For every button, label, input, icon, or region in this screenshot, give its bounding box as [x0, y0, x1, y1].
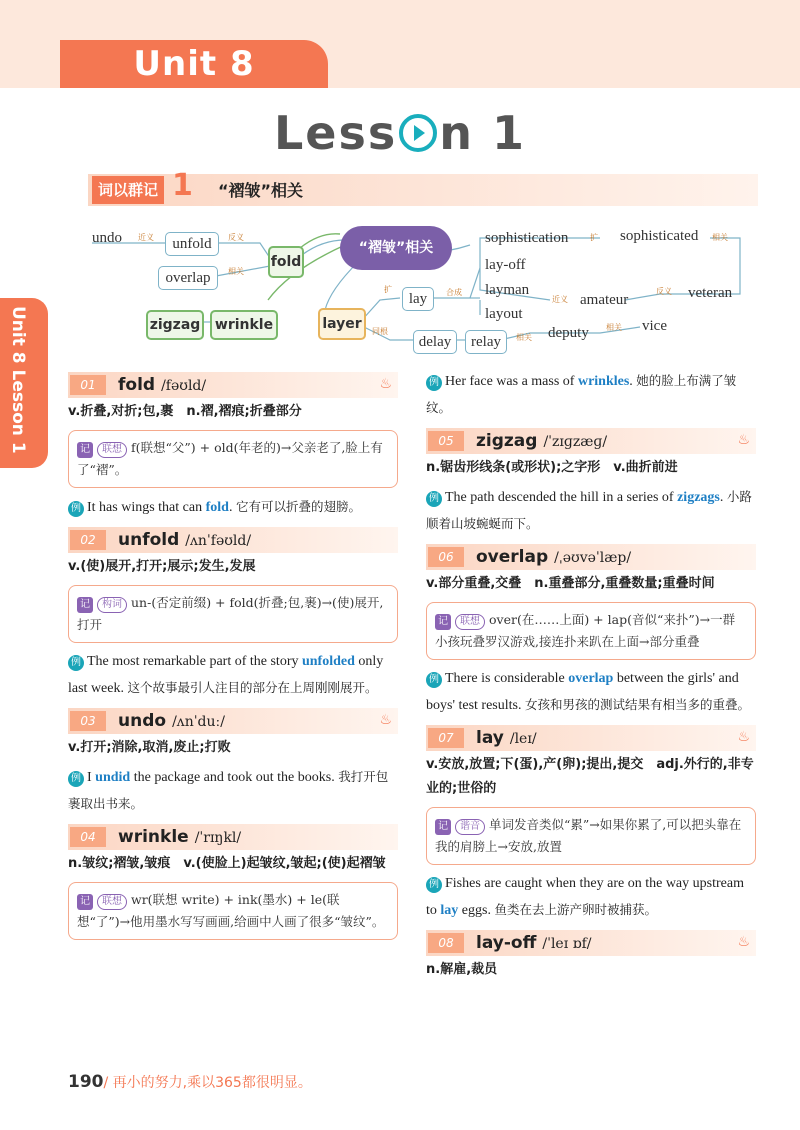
tip-icon: 记 — [77, 597, 93, 613]
group-title: “褶皱”相关 — [218, 181, 304, 200]
entry-definition: n.锯齿形线条(或形状);之字形 v.曲折前进 — [426, 460, 678, 475]
entry-number: 02 — [70, 530, 106, 550]
footer-slogan: 再小的努力,乘以365都很明显。 — [112, 1075, 312, 1091]
entry-word — [476, 428, 607, 455]
example-translation: 鱼类在去上游产卵时被捕获。 — [494, 902, 657, 917]
fire-icon: ♨ — [737, 432, 750, 448]
entry-word — [118, 708, 225, 735]
tip-icon: 记 — [435, 614, 451, 630]
mm-tag-deputy: 相关 — [606, 323, 622, 332]
mm-vice: vice — [642, 318, 667, 334]
entry-header — [68, 824, 398, 850]
example-keyword: wrinkles — [577, 374, 630, 389]
example-keyword: undid — [95, 770, 131, 785]
example-translation: 小路顺着山坡蜿蜒而下。 — [426, 489, 752, 531]
mm-tag-unfold: 反义 — [228, 233, 244, 242]
entry-word-text: lay — [476, 728, 504, 748]
entry-word — [476, 544, 631, 571]
example — [68, 649, 398, 702]
entry-ipa: /ˌəʊvəˈlæp/ — [554, 550, 632, 566]
example-text: The most remarkable part of the story — [87, 654, 302, 669]
entry-number: 08 — [428, 933, 464, 953]
memory-tip — [68, 882, 398, 940]
mm-delay: delay — [413, 330, 457, 354]
example-translation: 这个故事最引人注目的部分在上周刚刚展开。 — [127, 680, 378, 695]
mm-unfold: unfold — [165, 232, 219, 256]
entry-word-text: fold — [118, 375, 156, 395]
mm-tag-overlap: 相关 — [228, 267, 244, 276]
entry-word-text: overlap — [476, 547, 549, 567]
entry-number: 03 — [70, 711, 106, 731]
left-column — [68, 366, 398, 946]
fire-icon: ♨ — [379, 712, 392, 728]
tip-icon: 记 — [435, 819, 451, 835]
entry-header — [426, 544, 756, 570]
entry-definition: n.皱纹;褶皱,皱痕 v.(使脸上)起皱纹,皱起;(使)起褶皱 — [68, 856, 386, 871]
entry-header — [68, 708, 398, 734]
entry-ipa: /fəʊld/ — [161, 378, 207, 394]
entry-number: 07 — [428, 728, 464, 748]
mm-deputy: deputy — [548, 325, 589, 341]
mm-veteran: veteran — [688, 285, 733, 301]
mm-tag-layer: 扩 — [384, 285, 392, 294]
tip-icon: 记 — [77, 894, 93, 910]
example-translation: 她的脸上布满了皱纹。 — [426, 373, 737, 415]
mm-sophisticated: sophisticated — [620, 228, 699, 244]
tip-kind: 构词 — [97, 597, 127, 613]
page-number: 190 — [68, 1072, 104, 1092]
entry-word — [118, 527, 251, 554]
example-text-end: only last week. — [68, 654, 384, 696]
memory-tip — [68, 430, 398, 488]
entry-word-text: wrinkle — [118, 827, 189, 847]
example-icon: 例 — [68, 501, 84, 517]
mm-fold: fold — [268, 246, 304, 278]
entry-ipa: /ˈzɪɡzæɡ/ — [543, 434, 608, 450]
mm-zigzag: zigzag — [146, 310, 204, 340]
example-text-end: the package and took out the books. — [130, 770, 339, 785]
entry-word — [118, 372, 206, 399]
example-translation: 它有可以折叠的翅膀。 — [235, 499, 361, 514]
tip-kind: 谐音 — [455, 819, 485, 835]
entry-word-text: undo — [118, 711, 167, 731]
entry-ipa: /ˈleɪ ɒf/ — [542, 936, 592, 952]
mm-tag-lay: 合成 — [446, 288, 462, 297]
mm-layman: layman — [485, 282, 530, 298]
entry-number: 06 — [428, 547, 464, 567]
entry-definition: n.解雇,裁员 — [426, 962, 498, 977]
entry-header — [426, 428, 756, 454]
tip-text: f(联想“父”) + old(年老的)→父亲老了,脸上有了“褶”。 — [77, 440, 383, 477]
memory-tip — [68, 585, 398, 643]
mm-wrinkle: wrinkle — [210, 310, 278, 340]
mm-layoff: lay-off — [485, 257, 526, 273]
example-keyword: unfolded — [301, 654, 355, 669]
entry-definition: v.折叠,对折;包,裹 n.褶,褶痕;折叠部分 — [68, 404, 302, 419]
example-text-end: between the girls' and boys' test results. — [426, 671, 739, 713]
example-icon: 例 — [426, 877, 442, 893]
mm-lay: lay — [402, 287, 434, 311]
memory-tip — [426, 807, 756, 865]
mm-layer: layer — [318, 308, 366, 340]
entry-header — [426, 930, 756, 956]
entry-number: 01 — [70, 375, 106, 395]
example — [68, 764, 398, 818]
example — [426, 484, 756, 538]
side-tab-text: Unit 8 Lesson 1 — [8, 306, 28, 454]
entry-header — [68, 372, 398, 398]
mindmap-lines — [0, 0, 800, 360]
example-text: Fishes are caught when they are on the way upstream to — [426, 876, 744, 918]
entry-word — [118, 824, 241, 851]
fire-icon: ♨ — [737, 729, 750, 745]
example-icon: 例 — [426, 672, 442, 688]
entry-ipa: /ʌnˈduː/ — [172, 714, 225, 730]
entry-header — [68, 527, 398, 553]
lesson-title-suffix: n 1 — [439, 106, 527, 160]
example-keyword: zigzags — [677, 490, 720, 505]
example-text-end: . — [228, 500, 236, 515]
entry-word-text: unfold — [118, 530, 180, 550]
example-text-end: eggs. — [458, 903, 495, 918]
example-icon: 例 — [426, 375, 442, 391]
example-text: There is considerable — [445, 671, 569, 686]
entry-word — [476, 725, 537, 752]
right-column — [426, 368, 756, 984]
entry-definition: v.安放,放置;下(蛋),产(卵);提出,提交 adj.外行的,非专业的;世俗的 — [426, 757, 754, 796]
example-keyword: lay — [440, 903, 459, 918]
fire-icon: ♨ — [737, 934, 750, 950]
unit-title: Unit 8 — [60, 40, 328, 88]
example — [68, 494, 398, 521]
group-label: 词以群记 — [92, 176, 164, 204]
mm-undo: undo — [92, 230, 122, 246]
entry-definition: v.打开;消除,取消,废止;打败 — [68, 740, 231, 755]
example-text: It has wings that can — [87, 500, 206, 515]
example-text: The path descended the hill in a series of — [445, 490, 678, 505]
entry-definition: v.部分重叠,交叠 n.重叠部分,重叠数量;重叠时间 — [426, 576, 715, 591]
example-text: I — [87, 770, 96, 785]
lesson-title-prefix: Less — [273, 106, 398, 160]
tip-icon: 记 — [77, 442, 93, 458]
mm-tag-delay: 同根 — [372, 327, 388, 336]
group-number: 1 — [172, 168, 193, 203]
tip-text: wr(联想 write) + ink(墨水) + le(联想“了”)→他用墨水写写画画,给画中人画了很多“皱纹”。 — [77, 892, 385, 929]
entry-definition: v.(使)展开,打开;展示;发生,发展 — [68, 559, 256, 574]
entry-ipa: /ʌnˈfəʊld/ — [185, 533, 252, 549]
tip-kind: 联想 — [455, 614, 485, 630]
entry-word-text: zigzag — [476, 431, 538, 451]
tip-text: over(在……上面) + lap(音似“来扑”)→一群小孩玩叠罗汉游戏,接连扑来趴在上面→部分重叠 — [435, 612, 736, 649]
mm-tag-soph: 扩 — [590, 233, 598, 242]
mm-amateur: amateur — [580, 292, 629, 308]
tip-kind: 联想 — [97, 894, 127, 910]
example — [426, 871, 756, 924]
mm-tag-layman: 近义 — [552, 295, 568, 304]
entry-header — [426, 725, 756, 751]
example-keyword: overlap — [568, 671, 614, 686]
mm-overlap: overlap — [158, 266, 218, 290]
example-icon: 例 — [68, 655, 84, 671]
entry-ipa: /ˈrɪŋkl/ — [194, 830, 242, 846]
example-icon: 例 — [68, 771, 84, 787]
memory-tip — [426, 602, 756, 660]
mm-tag-sophd: 相关 — [712, 233, 728, 242]
example — [426, 666, 756, 719]
mm-tag-relay: 相关 — [516, 333, 532, 342]
mm-tag-undo: 近义 — [138, 233, 154, 242]
mm-tag-amateur: 反义 — [656, 287, 672, 296]
example-keyword: fold — [205, 500, 229, 515]
example-text-end: . — [719, 490, 727, 505]
example — [426, 368, 756, 422]
tip-kind: 联想 — [97, 442, 127, 458]
example-translation: 女孩和男孩的测试结果有相当多的重叠。 — [524, 697, 750, 712]
entry-ipa: /leɪ/ — [509, 731, 537, 747]
entry-word — [476, 930, 592, 957]
page-footer: 190/ 再小的努力,乘以365都很明显。 — [68, 1072, 312, 1092]
tip-text: 单词发音类似“累”→如果你累了,可以把头靠在我的肩膀上→安放,放置 — [435, 817, 742, 854]
example-text-end: . — [629, 374, 637, 389]
mm-center: “褶皱”相关 — [340, 226, 452, 270]
example-text: Her face was a mass of — [445, 374, 578, 389]
mm-layout: layout — [485, 306, 523, 322]
entry-number: 04 — [70, 827, 106, 847]
entry-word-text: lay-off — [476, 933, 537, 953]
mm-relay: relay — [465, 330, 507, 354]
mm-sophistication: sophistication — [485, 230, 569, 246]
tip-text: un-(否定前缀) + fold(折叠;包,裹)→(使)展开,打开 — [77, 595, 384, 632]
entry-number: 05 — [428, 431, 464, 451]
example-translation: 我打开包裹取出书来。 — [68, 769, 389, 811]
fire-icon: ♨ — [379, 376, 392, 392]
example-icon: 例 — [426, 491, 442, 507]
